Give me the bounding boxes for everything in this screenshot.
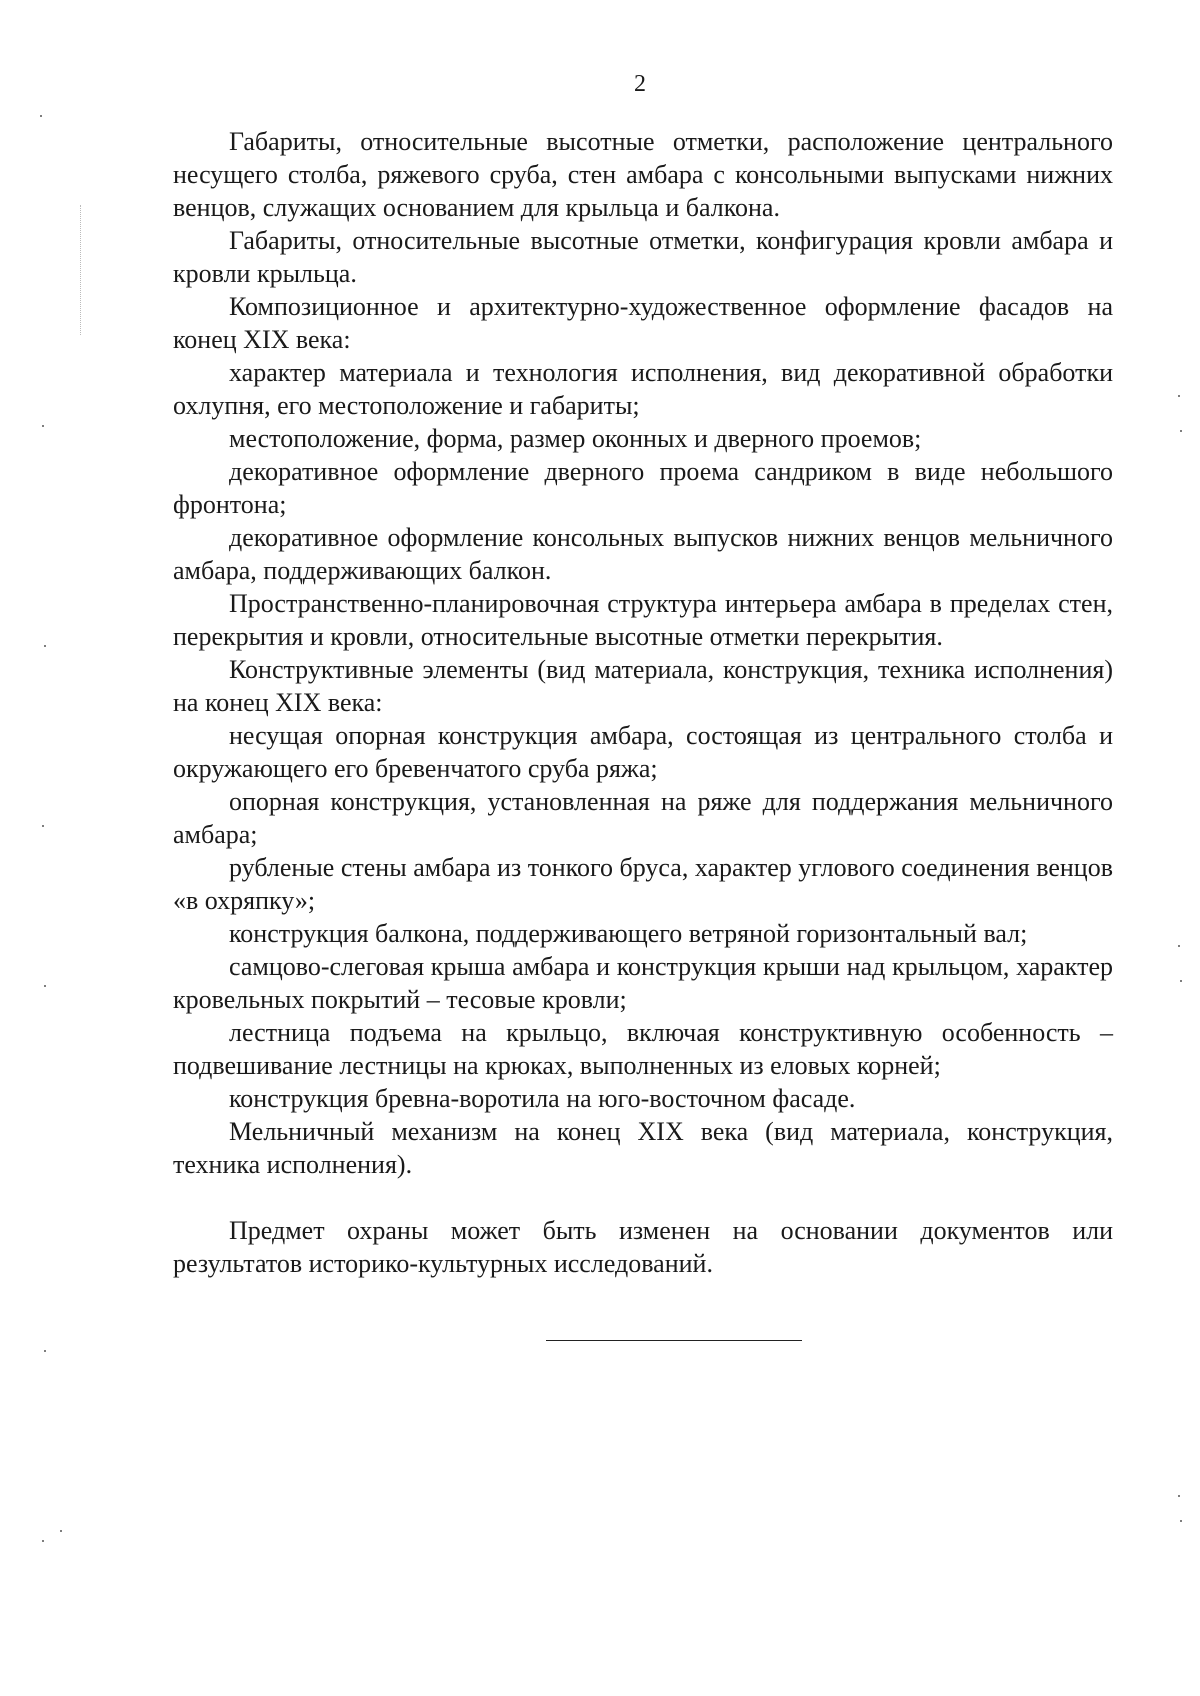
paragraph: декоративное оформление дверного проема сандриком в виде небольшого фронтона; [173,457,1113,519]
scan-speck [44,645,46,647]
document-body [173,125,1113,1280]
scan-speck [1180,980,1182,982]
paragraph: несущая опорная конструкция амбара, состоящая из центрального столба и окружающего его бревенчатого сруба ряжа; [173,721,1113,783]
paragraph: местоположение, форма, размер оконных и дверного проемов; [229,424,922,453]
scan-speck [40,115,42,117]
closing-paragraph: Предмет охраны может быть изменен на основании документов или результатов историко-культурных исследований. [173,1216,1113,1278]
scan-speck [42,425,44,427]
scan-artifact [80,205,81,335]
paragraph: лестница подъема на крыльцо, включая конструктивную особенность – подвешивание лестницы на крюках, выполненных из еловых корней; [173,1018,1113,1080]
scan-speck [1180,430,1182,432]
paragraph: Конструктивные элементы (вид материала, конструкция, техника исполнения) на конец XIX века: [173,655,1113,717]
paragraph: конструкция бревна-воротила на юго-восточном фасаде. [229,1084,856,1113]
scan-speck [1178,1495,1180,1497]
paragraph: самцово-слеговая крыша амбара и конструкция крыши над крыльцом, характер кровельных покрытий – тесовые кровли; [173,952,1113,1014]
scan-speck [44,1350,46,1352]
scan-speck [44,985,46,987]
scan-speck [42,1540,44,1542]
scan-speck [1178,945,1180,947]
paragraph: Мельничный механизм на конец XIX века (вид материала, конструкция, техника исполнения). [173,1117,1113,1179]
scan-speck [60,1530,62,1532]
page-number: 2 [634,71,646,97]
paragraph: рубленые стены амбара из тонкого бруса, характер углового соединения венцов «в охряпку»; [173,853,1113,915]
paragraph: Габариты, относительные высотные отметки, расположение центрального несущего столба, ряжевого сруба, стен амбара с консольными выпусками нижних венцов, служащих основанием для крыльца и балкона. [173,127,1113,222]
scan-speck [1178,395,1180,397]
scan-speck [1180,1520,1182,1522]
end-of-text-rule [546,1340,802,1341]
paragraph: декоративное оформление консольных выпусков нижних венцов мельничного амбара, поддерживающих балкон. [173,523,1113,585]
paragraph: Композиционное и архитектурно-художественное оформление фасадов на конец XIX века: [173,292,1113,354]
paragraph: конструкция балкона, поддерживающего ветряной горизонтальный вал; [229,919,1028,948]
paragraph: опорная конструкция, установленная на ряже для поддержания мельничного амбара; [173,787,1113,849]
paragraph: Пространственно-планировочная структура интерьера амбара в пределах стен, перекрытия и кровли, относительные высотные отметки перекрытия. [173,589,1113,651]
paragraph: Габариты, относительные высотные отметки, конфигурация кровли амбара и кровли крыльца. [173,226,1113,288]
scan-speck [42,825,44,827]
paragraph: характер материала и технология исполнения, вид декоративной обработки охлупня, его местоположение и габариты; [173,358,1113,420]
